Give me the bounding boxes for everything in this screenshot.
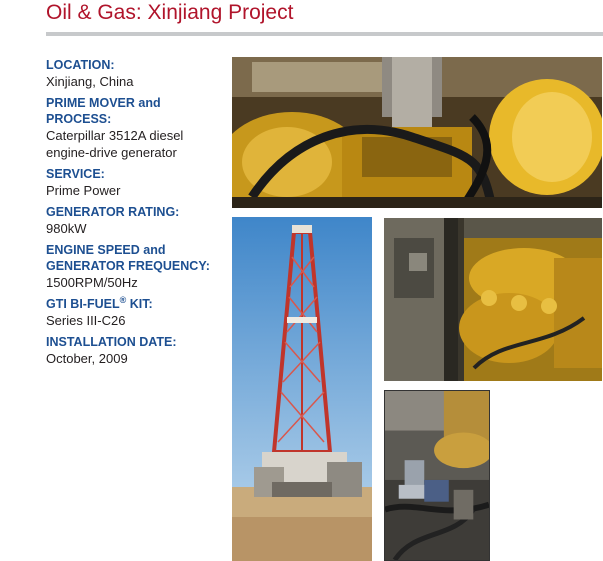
location-label: LOCATION: — [46, 58, 115, 72]
fuel-valve-photo — [384, 390, 490, 561]
installation-date-label: INSTALLATION DATE: — [46, 335, 177, 349]
registered-mark: ® — [119, 294, 127, 305]
prime-mover-value-line-2: engine-drive generator — [46, 145, 177, 160]
service-label: SERVICE: — [46, 167, 105, 181]
bi-fuel-kit-label-text: GTI BI-FUEL — [46, 297, 120, 311]
generator-enclosure-photo — [384, 218, 602, 381]
prime-mover-label-line-1: PRIME MOVER and — [46, 96, 161, 110]
engine-speed-label — [46, 242, 228, 274]
prime-mover-value-line-1: Caterpillar 3512A diesel — [46, 128, 184, 143]
project-specs — [46, 57, 228, 367]
generator-rating-value: 980kW — [46, 221, 87, 236]
bi-fuel-kit-label-suffix: KIT: — [126, 297, 153, 311]
engine-speed-label-line-2: GENERATOR FREQUENCY: — [46, 259, 210, 273]
engine-speed-value: 1500RPM/50Hz — [46, 275, 138, 290]
prime-mover-label — [46, 95, 228, 127]
prime-mover-value — [46, 127, 228, 161]
bi-fuel-kit-label — [46, 296, 228, 312]
location-value: Xinjiang, China — [46, 74, 134, 89]
drilling-rig-photo — [232, 217, 372, 561]
title-divider — [46, 32, 603, 36]
engine-generator-photo — [232, 57, 602, 208]
prime-mover-label-line-2: PROCESS: — [46, 112, 112, 126]
generator-rating-label: GENERATOR RATING: — [46, 205, 180, 219]
page-title: Oil & Gas: Xinjiang Project — [46, 1, 294, 24]
installation-date-value: October, 2009 — [46, 351, 128, 366]
engine-speed-label-line-1: ENGINE SPEED and — [46, 243, 166, 257]
service-value: Prime Power — [46, 183, 121, 198]
bi-fuel-kit-value: Series III-C26 — [46, 313, 126, 328]
